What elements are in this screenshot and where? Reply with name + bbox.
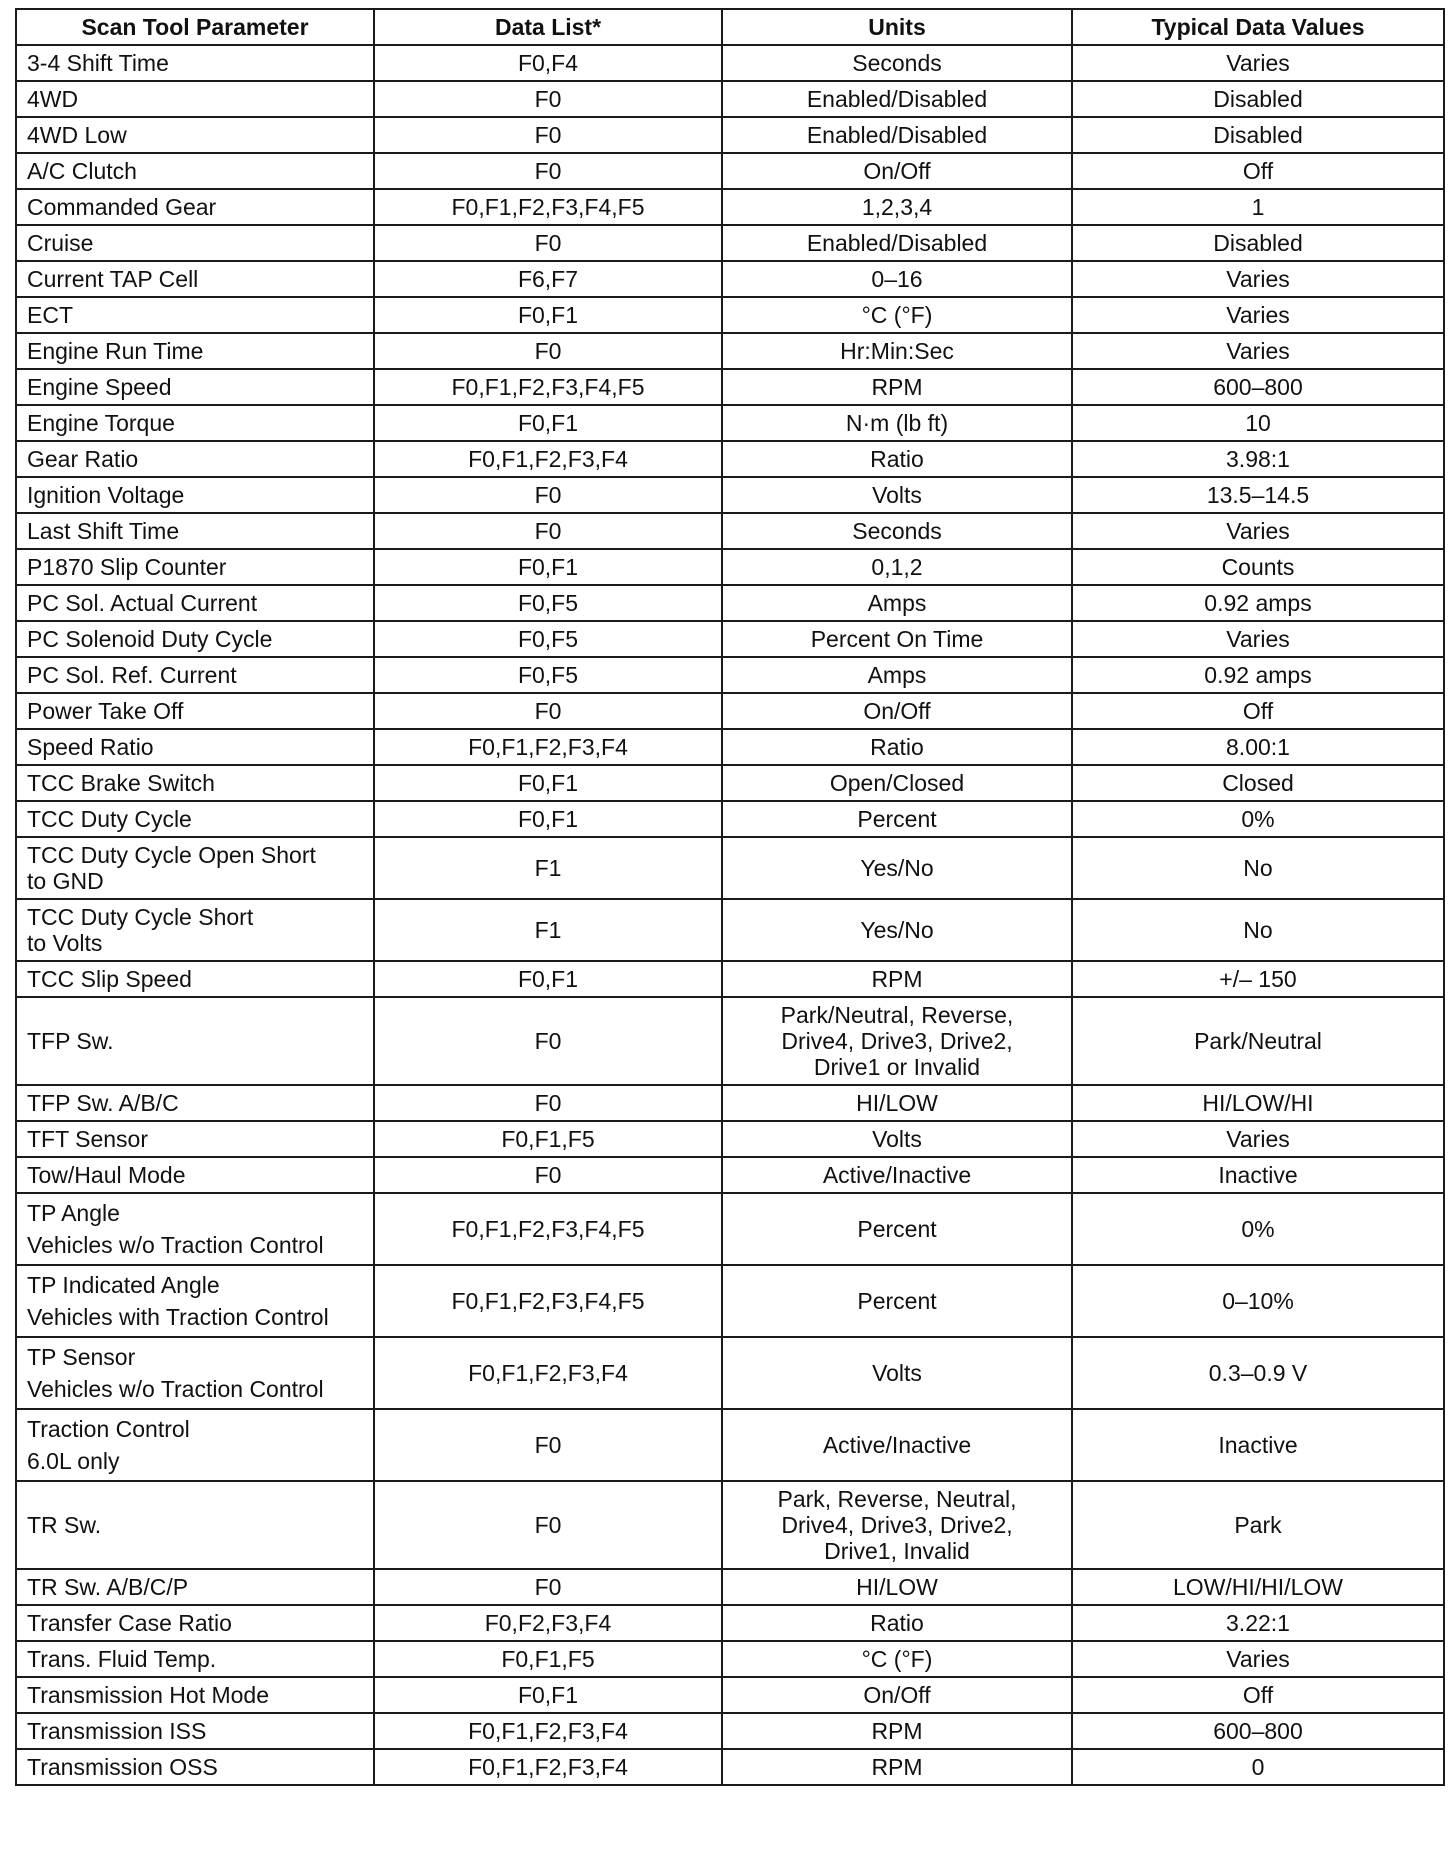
cell-parameter: [16, 1409, 374, 1481]
cell-units: [722, 441, 1072, 477]
cell-data-list: F0,F1: [374, 961, 722, 997]
parameter-line: ECT: [27, 302, 73, 328]
units-line: Amps: [867, 662, 927, 688]
units-line: HI/LOW: [856, 1090, 938, 1116]
units-line: Volts: [872, 482, 922, 508]
parameter-line: Transmission OSS: [27, 1754, 218, 1780]
cell-units: [722, 899, 1072, 961]
cell-parameter: [16, 1569, 374, 1605]
cell-data-list: F0: [374, 997, 722, 1085]
parameter-line: Power Take Off: [27, 698, 184, 724]
cell-units: [722, 1193, 1072, 1265]
cell-data-list: F0,F1,F2,F3,F4,F5: [374, 1265, 722, 1337]
cell-units: [722, 1409, 1072, 1481]
units-line: Hr:Min:Sec: [840, 338, 954, 364]
cell-typical-value: 3.22:1: [1072, 1605, 1444, 1641]
parameter-line: Transmission ISS: [27, 1718, 207, 1744]
cell-parameter: [16, 549, 374, 585]
cell-parameter: [16, 1481, 374, 1569]
parameter-line: Trans. Fluid Temp.: [27, 1646, 217, 1672]
cell-units: [722, 1481, 1072, 1569]
parameter-line: Traction Control: [27, 1416, 190, 1442]
cell-data-list: F0,F1,F2,F3,F4: [374, 729, 722, 765]
cell-typical-value: 0%: [1072, 801, 1444, 837]
parameter-line: Current TAP Cell: [27, 266, 199, 292]
cell-parameter: [16, 1085, 374, 1121]
cell-typical-value: 0–10%: [1072, 1265, 1444, 1337]
cell-typical-value: +/– 150: [1072, 961, 1444, 997]
units-line: Enabled/Disabled: [806, 86, 988, 112]
table-row: [16, 1337, 1444, 1409]
cell-parameter: [16, 837, 374, 899]
cell-typical-value: 0: [1072, 1749, 1444, 1785]
cell-typical-value: Varies: [1072, 1641, 1444, 1677]
units-line: °C (°F): [861, 1646, 933, 1672]
cell-typical-value: Park/Neutral: [1072, 997, 1444, 1085]
cell-parameter: [16, 441, 374, 477]
cell-units: [722, 1085, 1072, 1121]
parameter-line: TCC Duty Cycle: [27, 806, 192, 832]
cell-typical-value: Disabled: [1072, 117, 1444, 153]
units-line: 1,2,3,4: [861, 194, 933, 220]
cell-units: [722, 513, 1072, 549]
table-row: [16, 225, 1444, 261]
table-row: [16, 189, 1444, 225]
table-row: [16, 153, 1444, 189]
parameter-line: A/C Clutch: [27, 158, 137, 184]
table-row: [16, 729, 1444, 765]
cell-data-list: F1: [374, 899, 722, 961]
table-row: [16, 1121, 1444, 1157]
cell-data-list: F0,F1: [374, 765, 722, 801]
units-line: Ratio: [870, 1610, 924, 1636]
parameter-line: TR Sw. A/B/C/P: [27, 1574, 189, 1600]
units-line: Drive4, Drive3, Drive2,: [781, 1028, 1013, 1054]
cell-data-list: F0,F1: [374, 1677, 722, 1713]
cell-data-list: F0: [374, 225, 722, 261]
cell-typical-value: Varies: [1072, 513, 1444, 549]
cell-data-list: F0: [374, 333, 722, 369]
units-line: HI/LOW: [856, 1574, 938, 1600]
cell-data-list: F0: [374, 1569, 722, 1605]
parameter-line: Tow/Haul Mode: [27, 1162, 186, 1188]
units-line: RPM: [871, 966, 923, 992]
cell-parameter: [16, 513, 374, 549]
units-line: On/Off: [863, 698, 931, 724]
table-row: [16, 1157, 1444, 1193]
table-row: [16, 657, 1444, 693]
cell-typical-value: 0.3–0.9 V: [1072, 1337, 1444, 1409]
parameter-line: 6.0L only: [27, 1448, 120, 1474]
parameter-line: to Volts: [27, 930, 103, 956]
parameter-line: Cruise: [27, 230, 94, 256]
units-line: Park, Reverse, Neutral,: [777, 1486, 1017, 1512]
parameter-line: 4WD Low: [27, 122, 127, 148]
units-line: On/Off: [863, 158, 931, 184]
table-row: [16, 693, 1444, 729]
table-row: [16, 333, 1444, 369]
cell-typical-value: Varies: [1072, 621, 1444, 657]
cell-parameter: [16, 225, 374, 261]
units-line: Volts: [872, 1360, 922, 1386]
parameter-line: Transmission Hot Mode: [27, 1682, 270, 1708]
cell-typical-value: 600–800: [1072, 369, 1444, 405]
units-line: Enabled/Disabled: [806, 230, 988, 256]
table-row: [16, 1265, 1444, 1337]
parameter-line: Engine Torque: [27, 410, 175, 436]
cell-data-list: F0,F1,F2,F3,F4,F5: [374, 369, 722, 405]
cell-units: [722, 1265, 1072, 1337]
table-row: [16, 81, 1444, 117]
cell-parameter: [16, 621, 374, 657]
cell-units: [722, 1121, 1072, 1157]
cell-parameter: [16, 405, 374, 441]
cell-data-list: F0,F1: [374, 549, 722, 585]
cell-typical-value: Disabled: [1072, 81, 1444, 117]
units-line: °C (°F): [861, 302, 933, 328]
table-row: [16, 45, 1444, 81]
table-row: [16, 899, 1444, 961]
cell-units: [722, 729, 1072, 765]
table-row: [16, 1677, 1444, 1713]
units-line: Open/Closed: [829, 770, 965, 796]
units-line: Seconds: [852, 50, 942, 76]
parameter-line: Vehicles w/o Traction Control: [27, 1376, 324, 1402]
cell-data-list: F0: [374, 117, 722, 153]
cell-data-list: F0: [374, 1409, 722, 1481]
cell-typical-value: Counts: [1072, 549, 1444, 585]
table-row: [16, 1569, 1444, 1605]
units-line: 0,1,2: [871, 554, 923, 580]
cell-typical-value: Off: [1072, 693, 1444, 729]
cell-parameter: [16, 1605, 374, 1641]
units-line: Drive1 or Invalid: [813, 1054, 981, 1080]
parameter-line: TP Sensor: [27, 1344, 136, 1370]
table-row: [16, 837, 1444, 899]
cell-parameter: [16, 153, 374, 189]
cell-units: [722, 621, 1072, 657]
units-line: Yes/No: [860, 855, 934, 881]
cell-data-list: F0,F1: [374, 405, 722, 441]
parameter-line: Ignition Voltage: [27, 482, 185, 508]
cell-typical-value: LOW/HI/HI/LOW: [1072, 1569, 1444, 1605]
table-row: [16, 117, 1444, 153]
cell-parameter: [16, 297, 374, 333]
cell-parameter: [16, 117, 374, 153]
cell-data-list: F0: [374, 81, 722, 117]
parameter-line: Vehicles with Traction Control: [27, 1304, 329, 1330]
parameter-line: PC Sol. Actual Current: [27, 590, 258, 616]
cell-data-list: F0: [374, 513, 722, 549]
table-row: [16, 1193, 1444, 1265]
cell-parameter: [16, 899, 374, 961]
table-row: [16, 997, 1444, 1085]
cell-units: [722, 1677, 1072, 1713]
units-line: Ratio: [870, 446, 924, 472]
units-line: Percent: [857, 806, 937, 832]
cell-units: [722, 657, 1072, 693]
cell-parameter: [16, 1265, 374, 1337]
cell-units: [722, 1337, 1072, 1409]
cell-data-list: F0,F2,F3,F4: [374, 1605, 722, 1641]
cell-units: [722, 1157, 1072, 1193]
table-row: [16, 297, 1444, 333]
units-line: Park/Neutral, Reverse,: [780, 1002, 1014, 1028]
parameter-line: PC Solenoid Duty Cycle: [27, 626, 273, 652]
table-header: [16, 9, 1444, 45]
cell-parameter: [16, 729, 374, 765]
parameter-line: TCC Brake Switch: [27, 770, 215, 796]
units-line: Seconds: [852, 518, 942, 544]
table-row: [16, 1641, 1444, 1677]
cell-typical-value: 600–800: [1072, 1713, 1444, 1749]
table-row: [16, 1085, 1444, 1121]
parameter-line: TP Indicated Angle: [27, 1272, 220, 1298]
header-scan-tool-parameter: Scan Tool Parameter: [16, 9, 374, 45]
parameter-line: TFT Sensor: [27, 1126, 148, 1152]
cell-units: [722, 153, 1072, 189]
table-row: [16, 477, 1444, 513]
units-line: Active/Inactive: [822, 1162, 972, 1188]
parameter-line: Transfer Case Ratio: [27, 1610, 232, 1636]
cell-units: [722, 1713, 1072, 1749]
table-row: [16, 1481, 1444, 1569]
units-line: 0–16: [871, 266, 923, 292]
cell-data-list: F0: [374, 1157, 722, 1193]
cell-typical-value: Off: [1072, 1677, 1444, 1713]
cell-data-list: F0,F5: [374, 621, 722, 657]
units-line: Amps: [867, 590, 927, 616]
cell-units: [722, 225, 1072, 261]
cell-units: [722, 189, 1072, 225]
cell-parameter: [16, 1641, 374, 1677]
cell-units: [722, 837, 1072, 899]
cell-typical-value: 13.5–14.5: [1072, 477, 1444, 513]
cell-data-list: F0,F5: [374, 585, 722, 621]
cell-typical-value: 1: [1072, 189, 1444, 225]
parameter-line: Speed Ratio: [27, 734, 154, 760]
cell-units: [722, 801, 1072, 837]
cell-parameter: [16, 1337, 374, 1409]
cell-typical-value: 0.92 amps: [1072, 657, 1444, 693]
cell-parameter: [16, 45, 374, 81]
table-body: [16, 45, 1444, 1785]
parameter-line: Commanded Gear: [27, 194, 217, 220]
parameter-line: TCC Duty Cycle Open Short: [27, 842, 316, 868]
scan-tool-data-table: [15, 8, 1445, 1786]
cell-data-list: F0,F1: [374, 297, 722, 333]
cell-data-list: F0,F1,F2,F3,F4: [374, 441, 722, 477]
cell-typical-value: 0%: [1072, 1193, 1444, 1265]
cell-parameter: [16, 1193, 374, 1265]
cell-typical-value: Closed: [1072, 765, 1444, 801]
cell-data-list: F0,F1,F5: [374, 1121, 722, 1157]
parameter-line: Gear Ratio: [27, 446, 139, 472]
units-line: Volts: [872, 1126, 922, 1152]
table-row: [16, 1713, 1444, 1749]
cell-data-list: F0,F1,F5: [374, 1641, 722, 1677]
cell-typical-value: Off: [1072, 153, 1444, 189]
cell-units: [722, 369, 1072, 405]
cell-parameter: [16, 765, 374, 801]
units-line: Percent On Time: [810, 626, 984, 652]
cell-parameter: [16, 261, 374, 297]
cell-typical-value: Park: [1072, 1481, 1444, 1569]
parameter-line: Engine Speed: [27, 374, 172, 400]
table-row: [16, 585, 1444, 621]
cell-units: [722, 117, 1072, 153]
cell-data-list: F1: [374, 837, 722, 899]
table-row: [16, 405, 1444, 441]
table-row: [16, 961, 1444, 997]
cell-units: [722, 961, 1072, 997]
units-line: Enabled/Disabled: [806, 122, 988, 148]
units-line: RPM: [871, 1718, 923, 1744]
cell-typical-value: 0.92 amps: [1072, 585, 1444, 621]
cell-parameter: [16, 693, 374, 729]
cell-data-list: F0: [374, 477, 722, 513]
cell-data-list: F0: [374, 693, 722, 729]
units-line: Drive4, Drive3, Drive2,: [781, 1512, 1013, 1538]
cell-parameter: [16, 657, 374, 693]
header-typical-data-values: Typical Data Values: [1072, 9, 1444, 45]
parameter-line: PC Sol. Ref. Current: [27, 662, 237, 688]
table-row: [16, 441, 1444, 477]
cell-parameter: [16, 1677, 374, 1713]
cell-typical-value: 3.98:1: [1072, 441, 1444, 477]
parameter-line: P1870 Slip Counter: [27, 554, 227, 580]
cell-data-list: F0,F1,F2,F3,F4: [374, 1337, 722, 1409]
cell-units: [722, 477, 1072, 513]
table-row: [16, 1605, 1444, 1641]
cell-parameter: [16, 1157, 374, 1193]
cell-data-list: F0,F1,F2,F3,F4: [374, 1713, 722, 1749]
cell-parameter: [16, 1121, 374, 1157]
parameter-line: 4WD: [27, 86, 79, 112]
cell-typical-value: Disabled: [1072, 225, 1444, 261]
table-row: [16, 369, 1444, 405]
cell-typical-value: HI/LOW/HI: [1072, 1085, 1444, 1121]
cell-parameter: [16, 961, 374, 997]
cell-parameter: [16, 81, 374, 117]
table-row: [16, 765, 1444, 801]
parameter-line: TCC Duty Cycle Short: [27, 904, 254, 930]
units-line: On/Off: [863, 1682, 931, 1708]
cell-data-list: F0,F4: [374, 45, 722, 81]
parameter-line: to GND: [27, 868, 104, 894]
cell-units: [722, 261, 1072, 297]
cell-typical-value: Varies: [1072, 261, 1444, 297]
parameter-line: Engine Run Time: [27, 338, 204, 364]
units-line: Drive1, Invalid: [824, 1538, 970, 1564]
units-line: N·m (lb ft): [845, 410, 949, 436]
table-row: [16, 621, 1444, 657]
cell-units: [722, 765, 1072, 801]
cell-data-list: F0,F5: [374, 657, 722, 693]
cell-units: [722, 45, 1072, 81]
units-line: Yes/No: [860, 917, 934, 943]
cell-units: [722, 81, 1072, 117]
cell-typical-value: Varies: [1072, 333, 1444, 369]
cell-typical-value: No: [1072, 837, 1444, 899]
cell-units: [722, 997, 1072, 1085]
cell-parameter: [16, 189, 374, 225]
cell-data-list: F0,F1,F2,F3,F4,F5: [374, 189, 722, 225]
header-data-list: Data List*: [374, 9, 722, 45]
cell-units: [722, 1749, 1072, 1785]
units-line: RPM: [871, 1754, 923, 1780]
cell-parameter: [16, 997, 374, 1085]
cell-typical-value: 8.00:1: [1072, 729, 1444, 765]
parameter-line: TFP Sw. A/B/C: [27, 1090, 179, 1116]
cell-units: [722, 1641, 1072, 1677]
cell-parameter: [16, 585, 374, 621]
cell-typical-value: Varies: [1072, 1121, 1444, 1157]
cell-units: [722, 297, 1072, 333]
units-line: RPM: [871, 374, 923, 400]
cell-units: [722, 549, 1072, 585]
cell-units: [722, 1605, 1072, 1641]
cell-typical-value: Varies: [1072, 297, 1444, 333]
cell-data-list: F0,F1,F2,F3,F4,F5: [374, 1193, 722, 1265]
units-line: Active/Inactive: [822, 1432, 972, 1458]
cell-units: [722, 693, 1072, 729]
table-row: [16, 513, 1444, 549]
table-row: [16, 801, 1444, 837]
cell-data-list: F0,F1: [374, 801, 722, 837]
table-row: [16, 1749, 1444, 1785]
cell-units: [722, 333, 1072, 369]
cell-parameter: [16, 1749, 374, 1785]
units-line: Ratio: [870, 734, 924, 760]
cell-data-list: F0,F1,F2,F3,F4: [374, 1749, 722, 1785]
units-line: Percent: [857, 1216, 937, 1242]
cell-typical-value: No: [1072, 899, 1444, 961]
cell-parameter: [16, 801, 374, 837]
table-row: [16, 1409, 1444, 1481]
cell-data-list: F0: [374, 1481, 722, 1569]
units-line: Percent: [857, 1288, 937, 1314]
header-units: Units: [722, 9, 1072, 45]
cell-parameter: [16, 1713, 374, 1749]
cell-data-list: F0: [374, 153, 722, 189]
parameter-line: TR Sw.: [27, 1512, 102, 1538]
cell-units: [722, 585, 1072, 621]
cell-parameter: [16, 477, 374, 513]
parameter-line: TCC Slip Speed: [27, 966, 192, 992]
table-row: [16, 549, 1444, 585]
cell-parameter: [16, 333, 374, 369]
parameter-line: TP Angle: [27, 1200, 120, 1226]
cell-typical-value: Inactive: [1072, 1157, 1444, 1193]
parameter-line: Vehicles w/o Traction Control: [27, 1232, 324, 1258]
parameter-line: TFP Sw.: [27, 1028, 114, 1054]
parameter-line: 3-4 Shift Time: [27, 50, 169, 76]
cell-units: [722, 405, 1072, 441]
cell-data-list: F6,F7: [374, 261, 722, 297]
table-row: [16, 261, 1444, 297]
cell-typical-value: Inactive: [1072, 1409, 1444, 1481]
cell-units: [722, 1569, 1072, 1605]
header-row: [16, 9, 1444, 45]
scan-tool-data-table-container: [15, 8, 1443, 1786]
cell-typical-value: Varies: [1072, 45, 1444, 81]
cell-data-list: F0: [374, 1085, 722, 1121]
parameter-line: Last Shift Time: [27, 518, 180, 544]
cell-parameter: [16, 369, 374, 405]
cell-typical-value: 10: [1072, 405, 1444, 441]
